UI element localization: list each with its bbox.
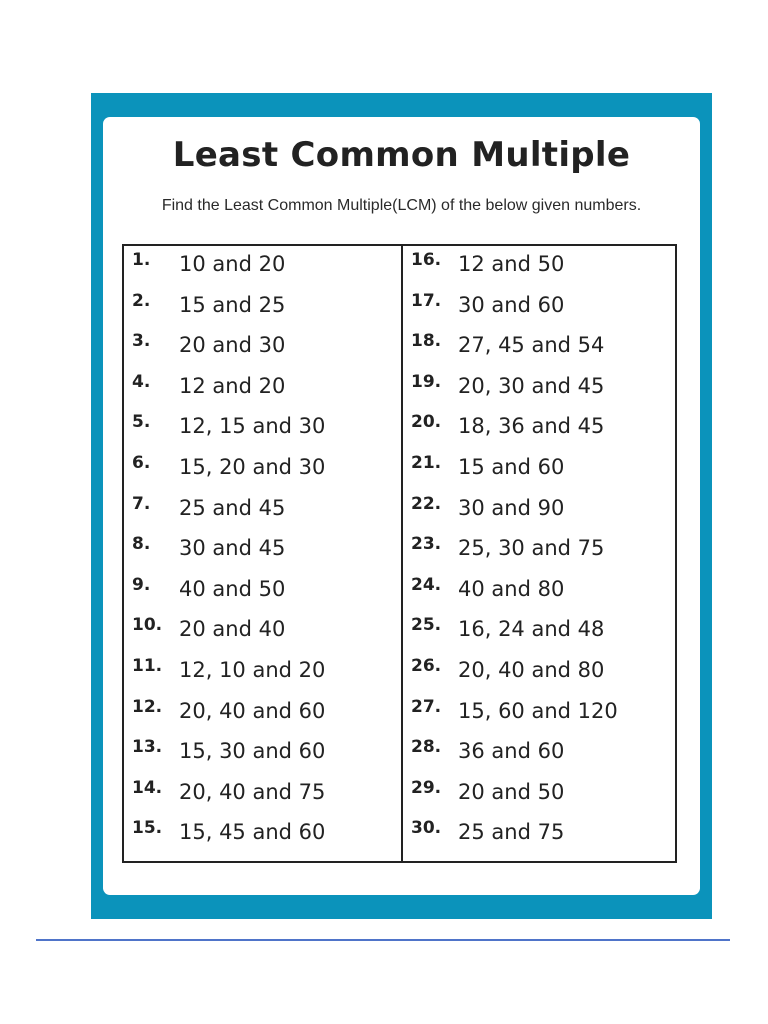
problem-number: 20. — [411, 412, 442, 433]
problem-expression: 10 and 20 — [179, 252, 286, 276]
problem-item — [124, 290, 401, 333]
problem-number: 6. — [132, 453, 151, 473]
problem-item — [124, 371, 401, 414]
problem-expression: 12 and 20 — [179, 373, 286, 398]
page-divider — [36, 939, 730, 941]
problem-number: 28. — [411, 737, 442, 758]
problem-expression: 25 and 45 — [179, 495, 286, 520]
problem-expression: 20, 30 and 45 — [458, 373, 605, 398]
problem-item — [403, 574, 675, 617]
problem-item — [403, 371, 675, 414]
problem-expression: 12, 10 and 20 — [179, 658, 326, 682]
problem-expression: 20 and 50 — [458, 779, 565, 804]
problem-number: 24. — [411, 574, 442, 595]
problem-number: 14. — [132, 777, 163, 798]
problem-item — [124, 536, 401, 576]
problem-item — [124, 777, 401, 820]
problem-number: 11. — [132, 656, 163, 676]
problem-expression: 36 and 60 — [458, 739, 565, 764]
problem-number: 3. — [132, 331, 151, 352]
problem-number: 2. — [132, 290, 151, 311]
worksheet-instructions: Find the Least Common Multiple(LCM) of the below given numbers. — [161, 197, 642, 214]
problem-item — [124, 333, 401, 373]
problem-expression: 25, 30 and 75 — [458, 536, 605, 561]
problem-column-right — [403, 246, 675, 861]
problem-number: 9. — [132, 574, 151, 595]
problem-number: 23. — [411, 534, 442, 555]
problem-item — [124, 739, 401, 779]
problem-number: 1. — [132, 250, 151, 270]
worksheet-title: Least Common Multiple — [172, 135, 631, 175]
problem-number: 30. — [411, 818, 442, 839]
problem-item — [403, 617, 675, 657]
problem-expression: 15, 45 and 60 — [179, 820, 326, 845]
problem-expression: 15, 30 and 60 — [179, 739, 326, 764]
problem-expression: 18, 36 and 45 — [458, 414, 605, 439]
problem-number: 13. — [132, 737, 163, 758]
problem-item — [124, 252, 401, 292]
problem-expression: 20, 40 and 75 — [179, 779, 326, 804]
problem-item — [403, 493, 675, 536]
problem-item — [124, 617, 401, 657]
problem-expression: 15 and 25 — [179, 292, 286, 317]
problem-item — [403, 739, 675, 779]
problem-number: 26. — [411, 656, 442, 676]
problem-expression: 12, 15 and 30 — [179, 414, 326, 439]
problem-item — [403, 252, 675, 292]
problem-item — [124, 658, 401, 698]
problem-item — [124, 455, 401, 495]
problem-expression: 30 and 45 — [179, 536, 286, 561]
problem-expression: 40 and 80 — [458, 576, 565, 601]
problem-item — [124, 493, 401, 536]
problem-item — [403, 820, 675, 860]
problem-number: 29. — [411, 777, 442, 798]
problem-column-left — [124, 246, 403, 861]
problem-number: 22. — [411, 493, 442, 514]
problem-number: 12. — [132, 696, 163, 717]
problem-expression: 12 and 50 — [458, 252, 565, 276]
problem-item — [403, 333, 675, 373]
problem-item — [124, 820, 401, 860]
problem-expression: 27, 45 and 54 — [458, 333, 605, 358]
problem-item — [124, 696, 401, 739]
problem-item — [403, 536, 675, 576]
problem-number: 27. — [411, 696, 442, 717]
problem-expression: 15, 60 and 120 — [458, 698, 618, 723]
problem-expression: 30 and 60 — [458, 292, 565, 317]
problem-number: 15. — [132, 818, 163, 839]
problem-number: 10. — [132, 615, 163, 636]
worksheet-card — [103, 117, 700, 895]
problem-number: 7. — [132, 493, 151, 514]
problem-table — [122, 244, 677, 863]
problem-number: 4. — [132, 371, 151, 392]
problem-expression: 20 and 40 — [179, 617, 286, 642]
problem-number: 17. — [411, 290, 442, 311]
problem-number: 8. — [132, 534, 151, 555]
problem-number: 18. — [411, 331, 442, 352]
problem-expression: 20, 40 and 80 — [458, 658, 605, 682]
problem-item — [403, 777, 675, 820]
problem-number: 25. — [411, 615, 442, 636]
problem-expression: 20 and 30 — [179, 333, 286, 358]
problem-item — [403, 696, 675, 739]
problem-number: 5. — [132, 412, 151, 433]
problem-item — [403, 290, 675, 333]
problem-item — [124, 574, 401, 617]
problem-expression: 15 and 60 — [458, 455, 565, 479]
problem-expression: 25 and 75 — [458, 820, 565, 845]
problem-item — [403, 658, 675, 698]
problem-item — [403, 455, 675, 495]
problem-expression: 15, 20 and 30 — [179, 455, 326, 479]
problem-number: 19. — [411, 371, 442, 392]
problem-number: 16. — [411, 250, 442, 270]
problem-expression: 40 and 50 — [179, 576, 286, 601]
problem-number: 21. — [411, 453, 442, 473]
problem-item — [124, 414, 401, 454]
worksheet-frame — [91, 93, 712, 919]
problem-item — [403, 414, 675, 454]
problem-expression: 20, 40 and 60 — [179, 698, 326, 723]
problem-expression: 30 and 90 — [458, 495, 565, 520]
problem-expression: 16, 24 and 48 — [458, 617, 605, 642]
